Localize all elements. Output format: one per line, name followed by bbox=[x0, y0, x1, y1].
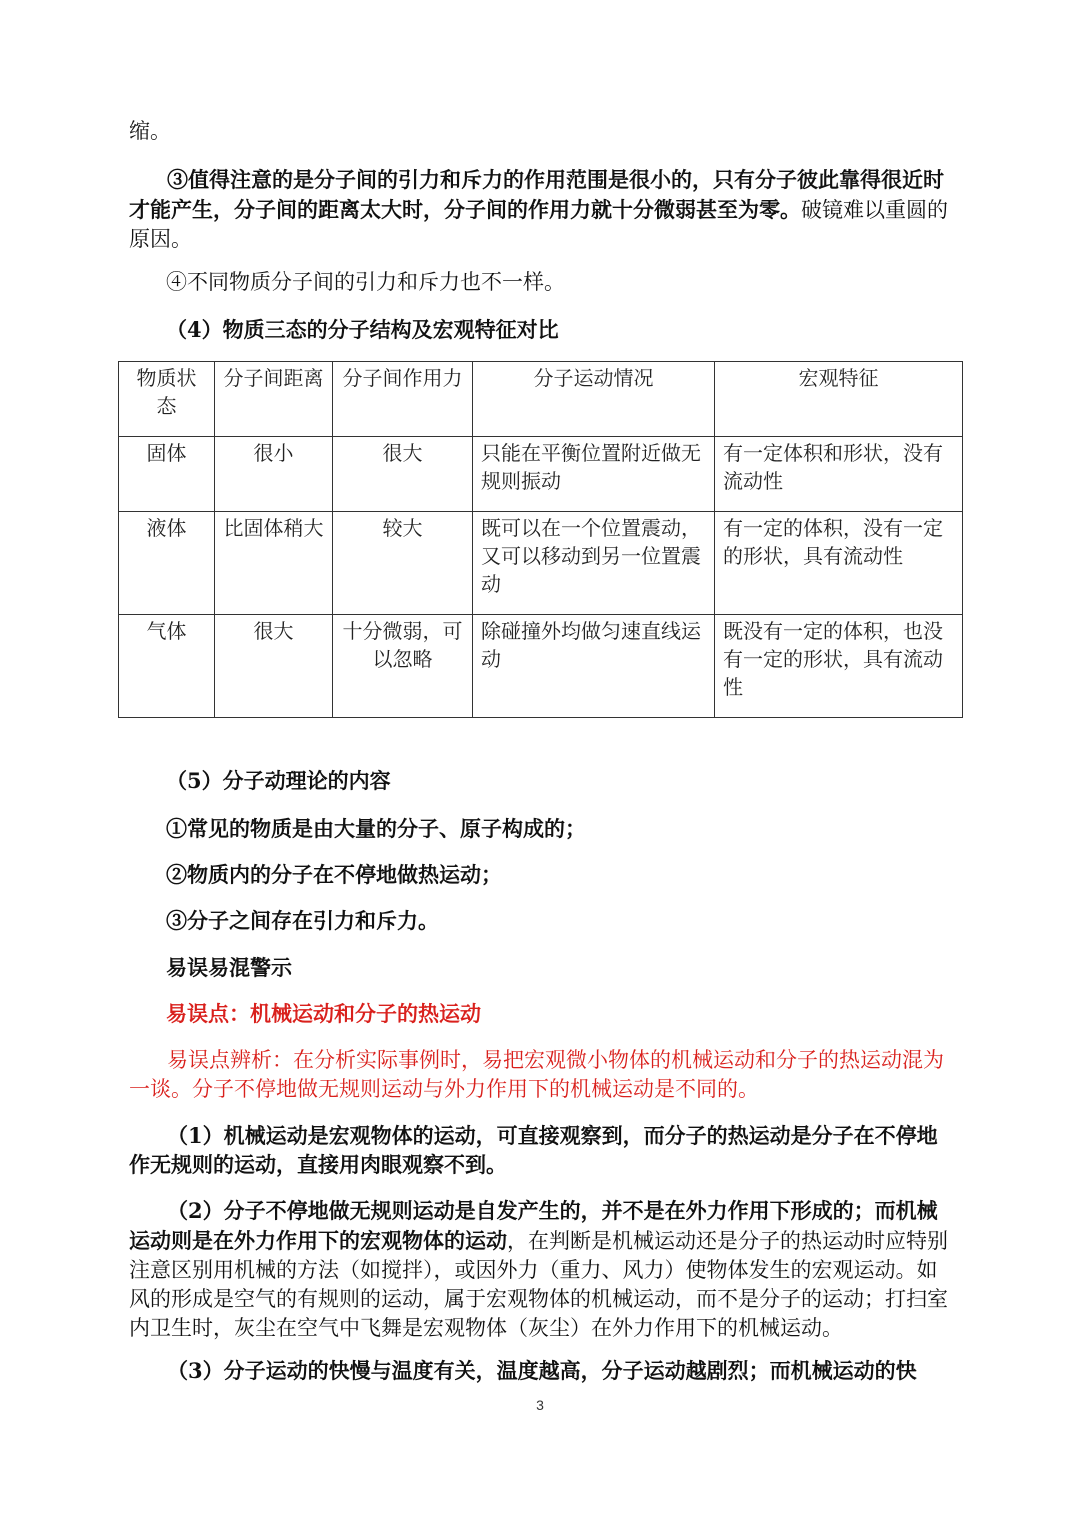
table-header-cell: 宏观特征 bbox=[715, 362, 963, 437]
section-heading-5: （5）分子动理论的内容 bbox=[166, 768, 391, 793]
table-cell: 液体 bbox=[119, 512, 215, 615]
theory-item-2: ②物质内的分子在不停地做热运动； bbox=[166, 862, 502, 887]
three-states-table bbox=[118, 361, 963, 718]
table-cell: 很小 bbox=[215, 437, 333, 512]
table-cell: 除碰撞外均做匀速直线运动 bbox=[473, 615, 715, 718]
paragraph-range-note bbox=[129, 165, 955, 254]
table-row bbox=[119, 437, 963, 512]
table-header-cell: 分子间距离 bbox=[215, 362, 333, 437]
paragraph-different-substances: ④不同物质分子间的引力和斥力也不一样。 bbox=[166, 270, 565, 294]
table-header-cell: 物质状态 bbox=[119, 362, 215, 437]
error-point-heading: 易误点：机械运动和分子的热运动 bbox=[166, 1001, 481, 1026]
continued-text: 缩。 bbox=[129, 119, 171, 143]
table-cell: 十分微弱，可以忽略 bbox=[333, 615, 473, 718]
table-cell: 只能在平衡位置附近做无规则振动 bbox=[473, 437, 715, 512]
table-cell: 既没有一定的体积，也没有一定的形状，具有流动性 bbox=[715, 615, 963, 718]
range-note-example: 破镜难以重圆的原因。 bbox=[129, 198, 948, 251]
table-row bbox=[119, 512, 963, 615]
table-cell: 既可以在一个位置震动，又可以移动到另一位置震动 bbox=[473, 512, 715, 615]
point-2-bold: （2）分子不停地做无规则运动是自发产生的，并不是在外力作用下形成的；而机械运动则是在外力作用下的宏观物体的运动 bbox=[129, 1198, 938, 1253]
error-analysis-paragraph: 易误点辨析：在分析实际事例时，易把宏观微小物体的机械运动和分子的热运动混为一谈。分子不停地做无规则运动与外力作用下的机械运动是不同的。 bbox=[129, 1048, 944, 1101]
distinction-point-2 bbox=[129, 1196, 955, 1343]
table-cell: 气体 bbox=[119, 615, 215, 718]
table-header-cell: 分子间作用力 bbox=[333, 362, 473, 437]
distinction-point-3: （3）分子运动的快慢与温度有关，温度越高，分子运动越剧烈；而机械运动的快 bbox=[167, 1358, 917, 1383]
table-cell: 很大 bbox=[333, 437, 473, 512]
table-header-row bbox=[119, 362, 963, 437]
distinction-point-1: （1）机械运动是宏观物体的运动，可直接观察到，而分子的热运动是分子在不停地作无规则的运动，直接用肉眼观察不到。 bbox=[129, 1123, 938, 1177]
range-note-bold: ③值得注意的是分子间的引力和斥力的作用范围是很小的，只有分子彼此靠得很近时才能产生，分子间的距离太大时，分子间的作用力就十分微弱甚至为零。 bbox=[129, 167, 944, 222]
table-cell: 有一定的体积，没有一定的形状，具有流动性 bbox=[715, 512, 963, 615]
theory-item-3: ③分子之间存在引力和斥力。 bbox=[166, 908, 439, 933]
table-cell: 固体 bbox=[119, 437, 215, 512]
table-header-cell: 分子运动情况 bbox=[473, 362, 715, 437]
point-2-rest: ，在判断是机械运动还是分子的热运动时应特别注意区别用机械的方法（如搅拌），或因外力（重力、风力）使物体发生的宏观运动。如风的形成是空气的有规则的运动，属于宏观物体的机械运动，而不是分子的运动；打扫室内卫生时，灰尘在空气中飞舞是宏观物体（灰尘）在外力作用下的机械运动。 bbox=[129, 1229, 948, 1340]
page-number: 3 bbox=[536, 1397, 544, 1413]
table-cell: 很大 bbox=[215, 615, 333, 718]
theory-item-1: ①常见的物质是由大量的分子、原子构成的； bbox=[166, 816, 586, 841]
table-row bbox=[119, 615, 963, 718]
section-heading-4: （4）物质三态的分子结构及宏观特征对比 bbox=[166, 317, 559, 342]
table-cell: 比固体稍大 bbox=[215, 512, 333, 615]
warning-heading: 易误易混警示 bbox=[166, 955, 292, 980]
table-cell: 较大 bbox=[333, 512, 473, 615]
table-cell: 有一定体积和形状，没有流动性 bbox=[715, 437, 963, 512]
